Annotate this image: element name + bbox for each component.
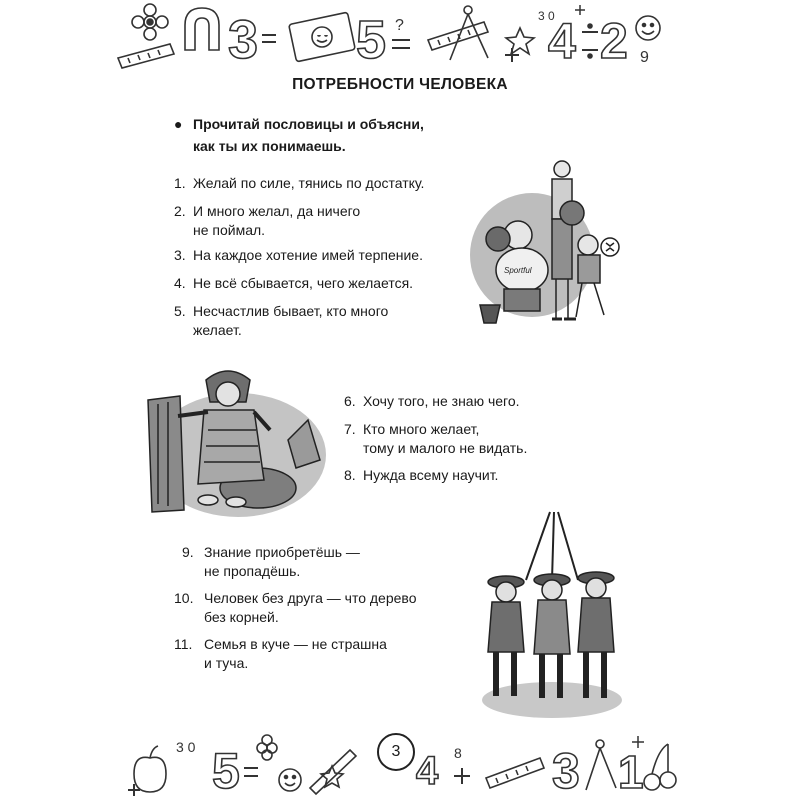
task-instruction-text: Прочитай пословицы и объясни, как ты их понимаешь. bbox=[193, 116, 424, 154]
proverb-text: На каждое хотение имей терпение. bbox=[193, 247, 423, 263]
apple-icon bbox=[134, 746, 166, 792]
shirt-lettering: Sportful bbox=[504, 266, 532, 275]
proverb-number: 6. bbox=[344, 393, 356, 409]
proverb-item bbox=[174, 246, 494, 265]
proverb-number: 2. bbox=[174, 203, 186, 219]
cherry-icon bbox=[644, 744, 676, 790]
page-title: ПОТРЕБНОСТИ ЧЕЛОВЕКА bbox=[292, 76, 508, 93]
svg-text:3 0: 3 0 bbox=[176, 739, 196, 755]
proverb-item bbox=[344, 392, 604, 411]
proverb-list-3 bbox=[174, 543, 474, 673]
banknote-icon bbox=[289, 12, 356, 62]
proverb-text: Несчастлив бывает, кто много желает. bbox=[193, 303, 389, 338]
proverb-text: Желай по силе, тянись по достатку. bbox=[193, 175, 425, 191]
border-numeral: 3 bbox=[552, 743, 580, 798]
ruler-icon bbox=[486, 758, 544, 788]
task-instruction bbox=[176, 113, 496, 157]
ruler-icon bbox=[428, 22, 488, 50]
proverb-text: Знание приобретёшь — не пропадёшь. bbox=[204, 544, 360, 579]
proverb-text: Семья в куче — не страшна и туча. bbox=[204, 636, 387, 671]
star-icon bbox=[506, 28, 534, 54]
proverb-text: Нужда всему научит. bbox=[363, 467, 499, 483]
proverb-item bbox=[174, 635, 474, 673]
border-numeral: 4 bbox=[416, 749, 439, 793]
border-numeral: 5 bbox=[356, 10, 387, 70]
smiley-icon bbox=[636, 16, 660, 40]
proverb-text: Кто много желает, тому и малого не видать. bbox=[363, 421, 528, 456]
sport-kids-illustration bbox=[460, 155, 640, 335]
bullet-icon: ● bbox=[174, 116, 183, 132]
top-decorative-border bbox=[0, 0, 800, 70]
proverb-number: 10. bbox=[174, 590, 194, 606]
flower-icon bbox=[132, 4, 168, 40]
compass-icon bbox=[586, 740, 616, 790]
svg-text:9: 9 bbox=[640, 49, 649, 66]
proverb-text: Хочу того, не знаю чего. bbox=[363, 393, 520, 409]
proverb-number: 11. bbox=[174, 636, 193, 652]
proverb-item bbox=[344, 420, 604, 458]
proverb-item bbox=[174, 274, 494, 293]
proverb-item bbox=[174, 543, 474, 581]
proverb-text: Не всё сбывается, чего желается. bbox=[193, 275, 414, 291]
star-icon bbox=[321, 766, 343, 787]
magnet-icon bbox=[185, 8, 219, 50]
proverb-item bbox=[174, 589, 474, 627]
border-numeral: 3 bbox=[228, 10, 259, 70]
old-woman-illustration bbox=[138, 360, 328, 520]
smiley-icon bbox=[279, 769, 301, 791]
svg-text:?: ? bbox=[395, 17, 404, 34]
page-number: 3 bbox=[377, 733, 415, 771]
proverb-number: 3. bbox=[174, 247, 186, 263]
proverb-list-2 bbox=[344, 392, 604, 485]
pencil-icon bbox=[310, 750, 356, 794]
proverb-text: Человек без друга — что дерево без корней. bbox=[204, 590, 417, 625]
proverb-item bbox=[174, 202, 494, 240]
svg-text:8: 8 bbox=[454, 745, 462, 761]
proverb-list-1 bbox=[174, 174, 494, 340]
proverb-number: 8. bbox=[344, 467, 356, 483]
border-numeral: 4 bbox=[548, 13, 576, 69]
proverb-number: 4. bbox=[174, 275, 186, 291]
proverb-item bbox=[174, 174, 494, 193]
proverb-number: 7. bbox=[344, 421, 356, 437]
proverb-text: И много желал, да ничего не поймал. bbox=[193, 203, 361, 238]
border-numeral: 1 bbox=[618, 746, 644, 798]
border-numeral: 5 bbox=[212, 743, 240, 798]
flower-icon bbox=[257, 735, 277, 760]
proverb-number: 9. bbox=[182, 544, 194, 560]
svg-text:3 0: 3 0 bbox=[538, 9, 555, 23]
proverb-number: 1. bbox=[174, 175, 186, 191]
proverb-item bbox=[174, 302, 494, 340]
ruler-icon bbox=[118, 44, 174, 68]
musketeers-illustration bbox=[470, 510, 635, 725]
border-numeral: 2 bbox=[600, 13, 628, 69]
proverb-item bbox=[344, 466, 604, 485]
proverb-number: 5. bbox=[174, 303, 186, 319]
